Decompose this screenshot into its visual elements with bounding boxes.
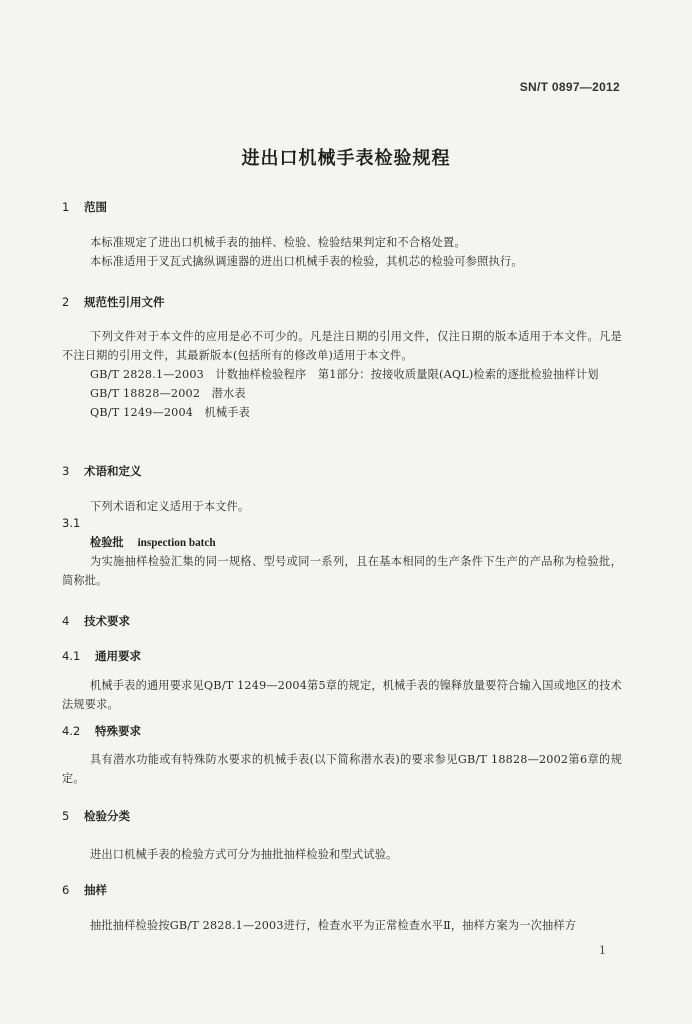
section-title: 规范性引用文件	[84, 295, 165, 309]
section-5-heading	[62, 808, 622, 824]
subsection-4-2-heading	[62, 723, 622, 739]
subsection-4-1-body	[62, 676, 622, 714]
section-1-heading	[62, 199, 622, 215]
subsection-number: 4.2	[62, 724, 81, 738]
paragraph: 本标准规定了进出口机械手表的抽样、检验、检验结果判定和不合格处置。	[90, 236, 466, 249]
paragraph: 本标准适用于叉瓦式擒纵调速器的进出口机械手表的检验，其机芯的检验可参照执行。	[90, 255, 523, 268]
paragraph: 抽批抽样检验按GB/T 2828.1—2003进行，检查水平为正常检查水平Ⅱ，抽样方案为一次抽样方	[90, 919, 577, 932]
subsection-title: 特殊要求	[95, 724, 141, 738]
reference-item: QB/T 1249—2004 机械手表	[90, 406, 251, 419]
section-2-heading	[62, 294, 622, 310]
paragraph: 机械手表的通用要求见QB/T 1249—2004第5章的规定，机械手表的镍释放量要符合输入国或地区的技术法规要求。	[62, 679, 622, 711]
section-5-body	[62, 845, 622, 864]
section-number: 4	[62, 614, 70, 628]
section-1-body	[62, 233, 622, 271]
section-number: 2	[62, 295, 70, 309]
subsection-number: 4.1	[62, 649, 81, 663]
term-chinese: 检验批	[90, 536, 124, 549]
reference-item: GB/T 18828—2002 潜水表	[90, 387, 246, 400]
page-number: 1	[599, 944, 606, 957]
term-english: inspection batch	[137, 537, 216, 549]
section-4-heading	[62, 613, 622, 629]
subsection-4-1-heading	[62, 648, 622, 664]
paragraph: 进出口机械手表的检验方式可分为抽批抽样检验和型式试验。	[90, 848, 398, 861]
section-3-body	[62, 497, 622, 590]
paragraph: 下列文件对于本文件的应用是必不可少的。凡是注日期的引用文件，仅注日期的版本适用于本文件。凡是不注日期的引用文件，其最新版本(包括所有的修改单)适用于本文件。	[62, 330, 622, 362]
section-number: 5	[62, 809, 70, 823]
section-6-heading	[62, 882, 622, 898]
term-entry	[62, 534, 622, 550]
paragraph: 下列术语和定义适用于本文件。	[90, 500, 250, 513]
subsection-number: 3.1	[62, 516, 81, 530]
section-number: 3	[62, 464, 70, 478]
section-6-body	[62, 916, 622, 935]
section-title: 范围	[84, 200, 107, 214]
standard-code: SN/T 0897—2012	[519, 80, 620, 94]
reference-item: GB/T 2828.1—2003 计数抽样检验程序 第1部分：按接收质量限(AQL)检索的逐批检验抽样计划	[90, 368, 599, 381]
section-title: 技术要求	[84, 614, 130, 628]
term-definition: 为实施抽样检验汇集的同一规格、型号或同一系列，且在基本相同的生产条件下生产的产品称为检验批，简称批。	[62, 555, 622, 587]
section-title: 抽样	[84, 883, 107, 897]
subsection-title: 通用要求	[95, 649, 141, 663]
section-title: 检验分类	[84, 809, 130, 823]
section-number: 6	[62, 883, 70, 897]
subsection-4-2-body	[62, 750, 622, 788]
document-title: 进出口机械手表检验规程	[241, 148, 451, 169]
section-3-heading	[62, 463, 622, 479]
section-2-body	[62, 327, 622, 422]
paragraph: 具有潜水功能或有特殊防水要求的机械手表(以下简称潜水表)的要求参见GB/T 18828—2002第6章的规定。	[62, 753, 622, 785]
section-title: 术语和定义	[84, 464, 142, 478]
section-number: 1	[62, 200, 70, 214]
